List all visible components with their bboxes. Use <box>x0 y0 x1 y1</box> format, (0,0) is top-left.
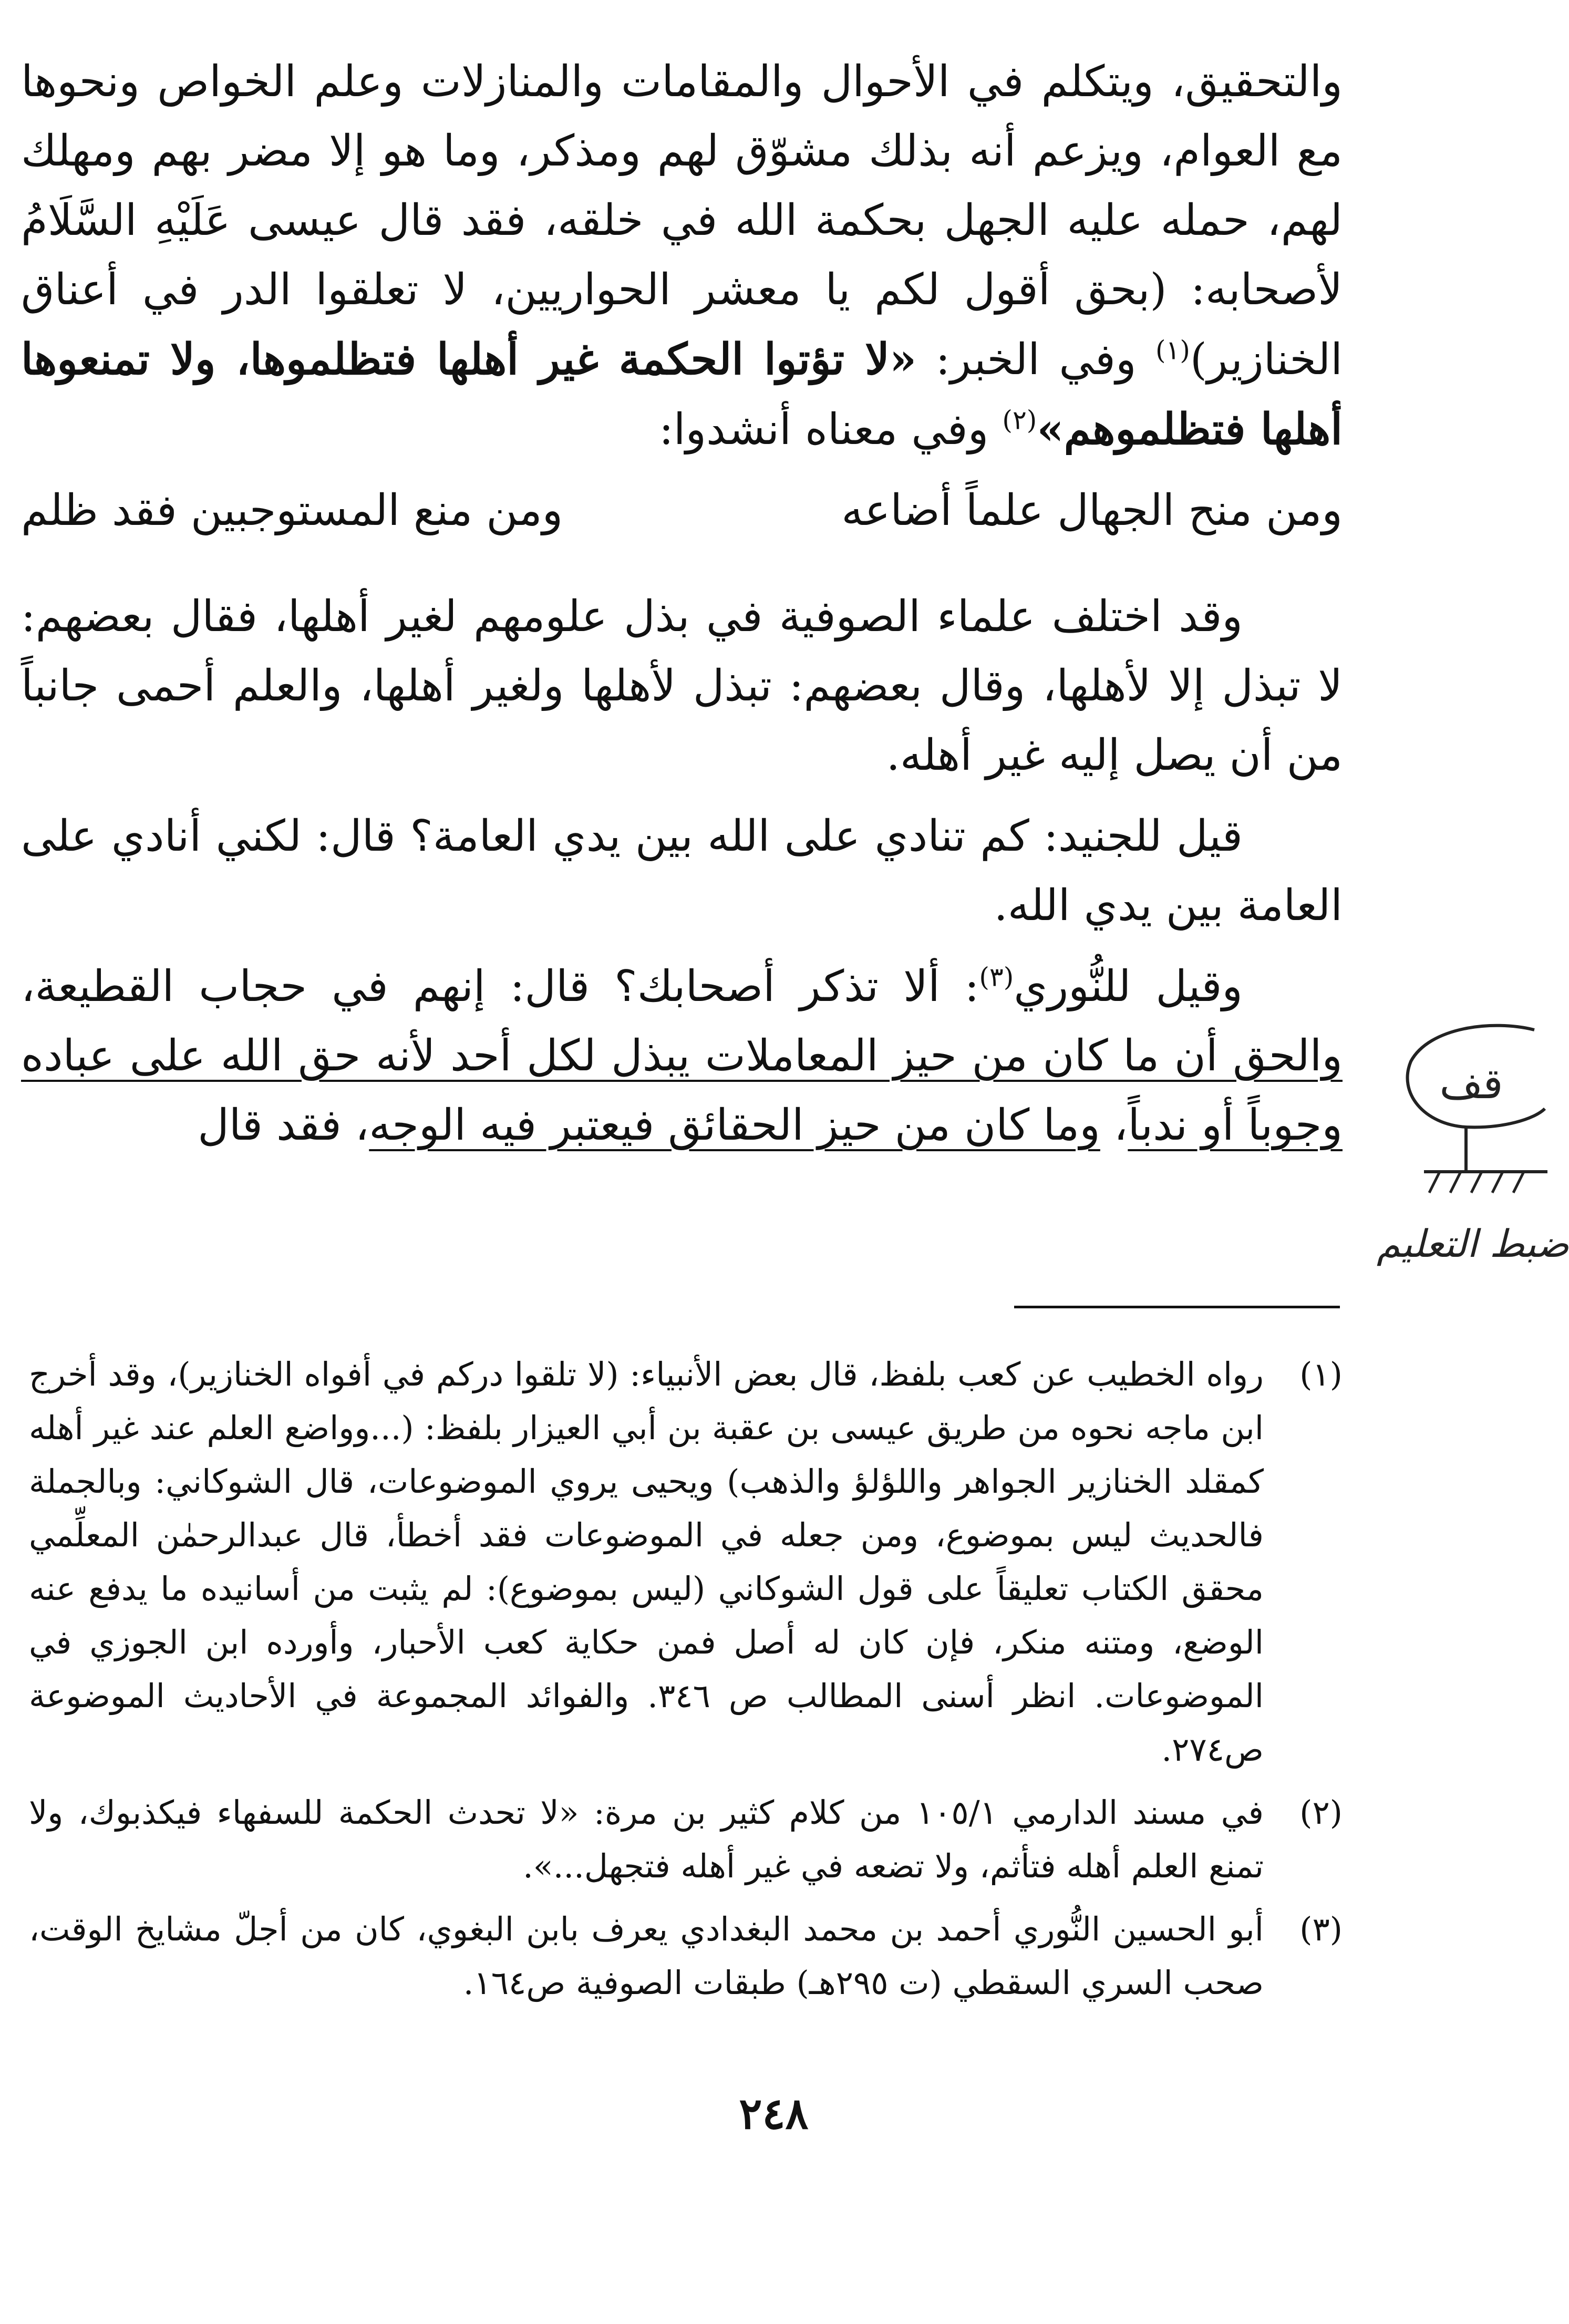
footnote-2 <box>29 1786 1343 1893</box>
paragraph-1 <box>21 47 1343 464</box>
footnote-3 <box>29 1903 1343 2010</box>
footnote-ref-3: (٣) <box>979 962 1014 993</box>
handwritten-margin-note <box>1361 1014 1569 1314</box>
margin-note-drawing <box>1361 1014 1547 1314</box>
verse-second-hemistich: ومن منع المستوجبين فقد ظلم <box>21 486 563 535</box>
footnote-3-text: أبو الحسين النُّوري أحمد بن محمد البغدادي يعرف بابن البغوي، كان من أجلّ مشايخ الوقت، صحب السري السقطي (ت ٢٩٥هـ) طبقات الصوفية ص١٦٤. <box>29 1910 1264 2002</box>
paragraph-2: وقد اختلف علماء الصوفية في بذل علومهم لغير أهلها، فقال بعضهم: لا تبذل إلا لأهلها، وقال بعضهم: تبذل لأهلها ولغير أهلها، والعلم أحمى جانباً من أن يصل إليه غير أهله. <box>21 592 1343 780</box>
paragraph-1-text-c: وفي معناه أنشدوا: <box>659 405 1003 455</box>
footnote-ref-2: (٢) <box>1002 405 1037 436</box>
footnote-2-text: في مسند الدارمي ١٠٥/١ من كلام كثير بن مرة: «لا تحدث الحكمة للسفهاء فيكذبوك، ولا تمنع العلم أهله فتأثم، ولا تضعه في غير أهله فتجهل...». <box>29 1793 1264 1885</box>
paragraph-3: قيل للجنيد: كم تنادي على الله بين يدي العامة؟ قال: لكني أنادي على العامة بين يدي الله. <box>21 811 1343 931</box>
underlined-passage-2: وما كان من حيز الحقائق فيعتبر فيه الوجه <box>369 1100 1100 1150</box>
margin-note-bottom-text: ضبط التعليم <box>1377 1222 1569 1266</box>
poetry-verse <box>21 476 1343 545</box>
footnote-1-number: (١) <box>1299 1355 1343 1393</box>
footnote-2-number: (٢) <box>1299 1793 1343 1832</box>
verse-first-hemistich: ومن منح الجهال علماً أضاعه <box>841 486 1343 535</box>
paragraph-4-text: وقيل للنُّوري <box>1014 962 1243 1011</box>
paragraph-1-text-b: وفي الخبر: <box>916 335 1156 385</box>
underlined-passage-1: والحق أن ما كان من حيز المعاملات يبذل لكل أحد لأنه حق الله على عباده وجوباً أو ندباً <box>21 1031 1343 1150</box>
main-text <box>21 47 1343 1172</box>
footnote-1-text: رواه الخطيب عن كعب بلفظ، قال بعض الأنبياء: (لا تلقوا دركم في أفواه الخنازير)، وقد أخرج ابن ماجه نحوه من طريق عيسى بن عقبة بن أبي العيزار بلفظ: (...وواضع العلم عند غير أهله كمقلد الخنازير الجواهر واللؤلؤ والذهب) ويحيى يروي الموضوعات، قال الشوكاني: وبالجملة فالحديث ليس بموضوع، ومن جعله في الموضوعات فقد أخطأ، قال عبدالرحمٰن المعلِّمي محقق الكتاب تعليقاً على قول الشوكاني (ليس بموضوع): لم يثبت من أسانيده ما يدفع عنه الوضع، ومتنه منكر، فإن كان له أصل فمن حكاية كعب الأحبار، وأورده ابن الجوزي في الموضوعات. انظر أسنى المطالب ص ٣٤٦. والفوائد المجموعة في الأحاديث الموضوعة ص٢٧٤. <box>29 1355 1264 1769</box>
paragraph-4-text-b: : ألا تذكر أصحابك؟ قال: إنهم في حجاب القطيعة، <box>21 962 979 1011</box>
footnote-3-number: (٣) <box>1299 1910 1343 1948</box>
hadith-quote: «لا تؤتوا الحكمة غير أهلها فتظلموها، ولا تمنعوها أهلها فتظلموهم» <box>21 334 1343 455</box>
footnotes <box>29 1348 1343 2019</box>
paragraph-4 <box>21 952 1343 1160</box>
paragraph-4-sep: ، <box>1100 1100 1128 1150</box>
paragraph-1-text: والتحقيق، ويتكلم في الأحوال والمقامات والمنازلات وعلم الخواص ونحوها مع العوام، ويزعم أنه بذلك مشوّق لهم ومذكر، وما هو إلا مضر بهم ومهلك لهم، حمله عليه الجهل بحكمة الله في خلقه، فقد قال عيسى عَلَيْهِ السَّلَامُ لأصحابه: (بحق أقول لكم يا معشر الحواريين، لا تعلقوا الدر في أعناق الخنازير) <box>21 57 1343 385</box>
footnote-separator <box>1014 1306 1340 1308</box>
page-number: ٢٤٨ <box>739 2089 809 2139</box>
margin-note-top-text: قف <box>1439 1059 1503 1108</box>
footnote-ref-1: (١) <box>1155 335 1190 366</box>
paragraph-4-text-d: ، فقد قال <box>198 1100 369 1150</box>
footnote-1 <box>29 1348 1343 1776</box>
